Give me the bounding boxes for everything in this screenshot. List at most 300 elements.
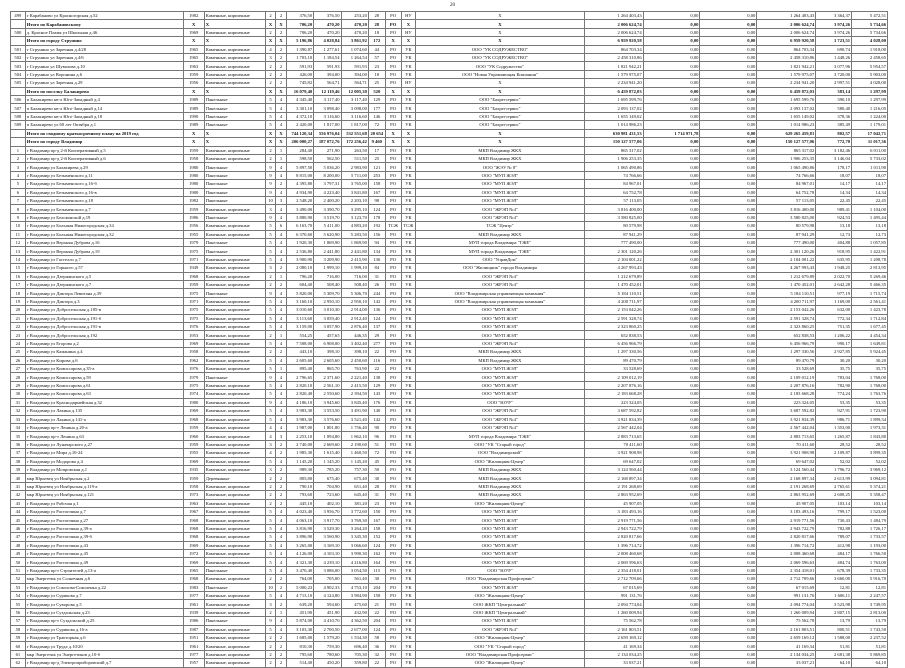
year-cell: 1975: [183, 247, 204, 255]
max-unit-cost-cell: 52,02: [852, 457, 888, 465]
owned-area-cell: 1 817,00: [341, 121, 368, 129]
owners-funds-cell: 67 015,69: [757, 583, 816, 591]
table-row-total: [11, 138, 888, 146]
wall-material-cell: Панельные: [204, 104, 265, 112]
table-row: [11, 491, 888, 499]
owned-area-cell: 1 074,60: [341, 45, 368, 53]
unit-cost-cell: 1 796,72: [816, 465, 852, 473]
row-number: 500: [11, 28, 26, 36]
owned-area-cell: 470,20: [341, 20, 368, 28]
wall-material-cell: Панельные: [204, 566, 265, 574]
fund-support-cell: 0,00: [643, 255, 700, 263]
owned-area-cell: 3 491,90: [341, 407, 368, 415]
living-area-cell: 780,60: [314, 650, 341, 658]
fund-method-cell: РО: [385, 457, 401, 465]
management-type-cell: Х: [401, 87, 416, 95]
table-row: [11, 238, 888, 246]
floors-cell: 10: [265, 583, 276, 591]
row-number: 503: [11, 62, 26, 70]
management-type-cell: НУ: [401, 12, 416, 20]
max-unit-cost-cell: 1 763,00: [852, 558, 888, 566]
owners-funds-cell: 89 470,79: [757, 356, 816, 364]
table-row: [11, 112, 888, 120]
budget-cell: 0,00: [700, 247, 757, 255]
residents-cell: 18: [368, 70, 385, 78]
fund-method-cell: РО: [385, 550, 401, 558]
fund-method-cell: РО: [385, 482, 401, 490]
entrances-cell: 2: [276, 642, 287, 650]
management-org-cell: ООО "ЖРЭП №4": [416, 281, 584, 289]
management-type-cell: УК: [401, 432, 416, 440]
budget-cell: 0,00: [700, 440, 757, 448]
entrances-cell: 1: [276, 608, 287, 616]
budget-cell: 0,00: [700, 465, 757, 473]
fund-method-cell: РО: [385, 121, 401, 129]
row-number: 12: [11, 238, 26, 246]
entrances-cell: 2: [276, 634, 287, 642]
owned-area-cell: 446,35: [341, 331, 368, 339]
fund-support-cell: 0,00: [643, 381, 700, 389]
address-cell: г Владимир пр-т Суздальский д.25: [25, 617, 183, 625]
unit-cost-cell: 3 077,96: [816, 62, 852, 70]
owners-funds-cell: 3 921 908,98: [757, 449, 816, 457]
row-number: 505: [11, 79, 26, 87]
total-area-cell: 2 080,10: [286, 264, 313, 272]
total-cost-cell: 6 959 920,58: [584, 37, 643, 45]
residents-cell: 136: [368, 255, 385, 263]
living-area-cell: 564,71: [314, 79, 341, 87]
living-area-cell: 705,00: [314, 575, 341, 583]
owners-funds-cell: 2 659 169,12: [757, 634, 816, 642]
residents-cell: 32: [368, 650, 385, 658]
max-unit-cost-cell: 1 423,78: [852, 306, 888, 314]
year-cell: 1956: [183, 222, 204, 230]
total-cost-cell: 2 104 001,22: [584, 255, 643, 263]
address-cell: г Владимир ул Мопровская д.1: [25, 465, 183, 473]
living-area-cell: 2 605,60: [314, 356, 341, 364]
management-type-cell: УК: [401, 314, 416, 322]
max-unit-cost-cell: 3 969,12: [852, 465, 888, 473]
budget-cell: 0,00: [700, 423, 757, 431]
fund-method-cell: РО: [385, 238, 401, 246]
total-area-cell: 3 265,00: [286, 541, 313, 549]
owned-area-cell: 3 295,10: [341, 205, 368, 213]
fund-support-cell: 0,00: [643, 491, 700, 499]
total-area-cell: 7 508,00: [286, 339, 313, 347]
owners-funds-cell: 1 396 714,72: [757, 541, 816, 549]
residents-cell: 167: [368, 188, 385, 196]
total-area-cell: 5 196,86: [286, 37, 313, 45]
owners-funds-cell: 57 113,05: [757, 196, 816, 204]
max-unit-cost-cell: 1 057,85: [852, 238, 888, 246]
total-cost-cell: 1 655 149,02: [584, 112, 643, 120]
total-area-cell: 2 420,00: [286, 121, 313, 129]
entrances-cell: 2: [276, 45, 287, 53]
management-type-cell: УК: [401, 390, 416, 398]
owned-area-cell: 2 441,80: [341, 247, 368, 255]
max-unit-cost-cell: 2 237,52: [852, 634, 888, 642]
fund-support-cell: 0,00: [643, 507, 700, 515]
budget-cell: 0,00: [700, 323, 757, 331]
max-unit-cost-cell: 1 677,45: [852, 323, 888, 331]
fund-method-cell: РО: [385, 575, 401, 583]
management-type-cell: УК: [401, 146, 416, 154]
table-row: [11, 54, 888, 62]
owned-area-cell: 3 841,80: [341, 188, 368, 196]
table-row: [11, 608, 888, 616]
year-cell: 1969: [183, 457, 204, 465]
management-type-cell: УК: [401, 415, 416, 423]
residents-cell: 520: [368, 87, 385, 95]
wall-material-cell: Каменные, кирпичные: [204, 348, 265, 356]
residents-cell: 124: [368, 541, 385, 549]
owned-area-cell: 3 845,40: [341, 398, 368, 406]
table-row: [11, 634, 888, 642]
wall-material-cell: Каменные, кирпичные: [204, 482, 265, 490]
floors-cell: 5: [265, 566, 276, 574]
unit-cost-cell: 18,07: [816, 171, 852, 179]
fund-support-cell: 0,00: [643, 87, 700, 95]
entrances-cell: 4: [276, 507, 287, 515]
year-cell: 1980: [183, 163, 204, 171]
total-cost-cell: 4 267 993,43: [584, 264, 643, 272]
row-number: 36: [11, 440, 26, 448]
owned-area-cell: 475,60: [341, 600, 368, 608]
year-cell: 1959: [183, 440, 204, 448]
entrances-cell: 4: [276, 541, 287, 549]
floors-cell: 2: [265, 491, 276, 499]
fund-method-cell: РО: [385, 608, 401, 616]
table-row: [11, 264, 888, 272]
budget-cell: 0,00: [700, 617, 757, 625]
living-area-cell: 3 576,60: [314, 415, 341, 423]
management-type-cell: УК: [401, 541, 416, 549]
management-type-cell: УК: [401, 339, 416, 347]
management-org-cell: ООО "Владимирская управляющая компания": [416, 289, 584, 297]
year-cell: 1935: [183, 465, 204, 473]
address-cell: г Владимир ул Диктора д.3: [25, 297, 183, 305]
residents-cell: 50: [368, 465, 385, 473]
owned-area-cell: 3 098,00: [341, 104, 368, 112]
management-type-cell: УК: [401, 625, 416, 633]
total-cost-cell: 2 093 137,02: [584, 104, 643, 112]
management-org-cell: ООО "Жилищник-Центр": [416, 659, 584, 667]
max-unit-cost-cell: 35,75: [852, 365, 888, 373]
management-org-cell: ООО "МУП ЖЭЛ": [416, 306, 584, 314]
total-cost-cell: 2 134 034,25: [584, 650, 643, 658]
management-type-cell: УК: [401, 180, 416, 188]
budget-cell: 0,00: [700, 415, 757, 423]
budget-cell: 0,00: [700, 289, 757, 297]
unit-cost-cell: 14,17: [816, 180, 852, 188]
year-cell: 1973: [183, 491, 204, 499]
management-org-cell: МКП Владимир ЖКХ: [416, 230, 584, 238]
owners-funds-cell: 2 567 442,04: [757, 423, 816, 431]
residents-cell: 140: [368, 407, 385, 415]
year-cell: 1959: [183, 423, 204, 431]
total-cost-cell: 41 169,34: [584, 642, 643, 650]
table-row: [11, 104, 888, 112]
fund-method-cell: РО: [385, 533, 401, 541]
owners-funds-cell: 777 490,00: [757, 238, 816, 246]
fund-method-cell: РО: [385, 373, 401, 381]
living-area-cell: 785,20: [314, 465, 341, 473]
management-type-cell: УК: [401, 558, 416, 566]
year-cell: 1969: [183, 339, 204, 347]
floors-cell: 2: [265, 281, 276, 289]
owners-funds-cell: 150 127 577,06: [757, 138, 816, 146]
year-cell: 1980: [183, 180, 204, 188]
max-unit-cost-cell: 5 734,66: [852, 20, 888, 28]
fund-support-cell: 0,00: [643, 289, 700, 297]
capital-repair-plan-table: [10, 11, 888, 668]
year-cell: 1980: [183, 398, 204, 406]
management-org-cell: ТСЖ "Центр": [416, 222, 584, 230]
fund-method-cell: РО: [385, 398, 401, 406]
fund-support-cell: 0,00: [643, 499, 700, 507]
year-cell: 1980: [183, 188, 204, 196]
entrances-cell: 2: [276, 449, 287, 457]
row-number: 57: [11, 617, 26, 625]
management-type-cell: УК: [401, 62, 416, 70]
entrances-cell: 4: [276, 516, 287, 524]
entrances-cell: 4: [276, 96, 287, 104]
floors-cell: 5: [265, 222, 276, 230]
total-cost-cell: 2 168 897,34: [584, 474, 643, 482]
residents-cell: 9 460: [368, 138, 385, 146]
residents-cell: 31: [368, 491, 385, 499]
residents-cell: 23: [368, 62, 385, 70]
owned-area-cell: 2 203,10: [341, 196, 368, 204]
address-cell: г Владимир ул Диктора Левитана д.39: [25, 289, 183, 297]
floors-cell: 5: [265, 390, 276, 398]
max-unit-cost-cell: 5 269,46: [852, 272, 888, 280]
fund-method-cell: РО: [385, 541, 401, 549]
floors-cell: 5: [265, 230, 276, 238]
address-cell: г Струнино ул Заречная д.29: [25, 79, 183, 87]
residents-cell: 142: [368, 297, 385, 305]
address-cell: г Владимир пр-т Ленина д.20-а: [25, 423, 183, 431]
residents-cell: 28: [368, 12, 385, 20]
address-cell: мкр Энергетик ул Энергетиков д.10-б: [25, 650, 183, 658]
wall-material-cell: Панельные: [204, 96, 265, 104]
entrances-cell: 4: [276, 625, 287, 633]
fund-support-cell: 0,00: [643, 474, 700, 482]
table-row: [11, 28, 888, 36]
budget-cell: 0,00: [700, 524, 757, 532]
fund-support-cell: 0,00: [643, 558, 700, 566]
management-org-cell: ООО "УК "Старый город": [416, 642, 584, 650]
living-area-cell: 3 797,31: [314, 180, 341, 188]
fund-method-cell: РО: [385, 20, 401, 28]
max-unit-cost-cell: 22,45: [852, 196, 888, 204]
entrances-cell: 2: [276, 575, 287, 583]
fund-support-cell: 0,00: [643, 112, 700, 120]
address-cell: г Владимир ул Балакирева д.29: [25, 163, 183, 171]
wall-material-cell: Панельные: [204, 196, 265, 204]
owners-funds-cell: 1 655 149,02: [757, 112, 816, 120]
entrances-cell: 4: [276, 398, 287, 406]
row-number: 52: [11, 575, 26, 583]
entrances-cell: 4: [276, 121, 287, 129]
total-cost-cell: 75 562,78: [584, 617, 643, 625]
floors-cell: 5: [265, 381, 276, 389]
total-cost-cell: 57 113,05: [584, 196, 643, 204]
management-type-cell: УК: [401, 608, 416, 616]
floors-cell: 2: [265, 575, 276, 583]
budget-cell: 0,00: [700, 541, 757, 549]
total-cost-cell: 2 191 268,69: [584, 482, 643, 490]
unit-cost-cell: 22,45: [816, 196, 852, 204]
floors-cell: 9: [265, 373, 276, 381]
budget-cell: 0,00: [700, 373, 757, 381]
total-cost-cell: 1 470 452,01: [584, 281, 643, 289]
fund-method-cell: РО: [385, 440, 401, 448]
unit-cost-cell: 385,49: [816, 121, 852, 129]
total-cost-cell: 2 008 460,68: [584, 550, 643, 558]
total-cost-cell: 3 921 908,98: [584, 449, 643, 457]
wall-material-cell: Х: [204, 37, 265, 45]
entrances-cell: Х: [276, 20, 287, 28]
entrances-cell: 2: [276, 650, 287, 658]
table-row: [11, 154, 888, 162]
total-area-cell: 284,40: [286, 146, 313, 154]
living-area-cell: 1 615,40: [314, 449, 341, 457]
row-number: 53: [11, 583, 26, 591]
max-unit-cost-cell: 5 358,47: [852, 491, 888, 499]
budget-cell: 0,00: [700, 339, 757, 347]
owners-funds-cell: 2 301 120,26: [757, 247, 816, 255]
fund-support-cell: 0,00: [643, 356, 700, 364]
living-area-cell: 723,60: [314, 491, 341, 499]
address-cell: г Владимир ул Растопчина д.49: [25, 558, 183, 566]
total-area-cell: 1 145,20: [286, 457, 313, 465]
fund-support-cell: 0,00: [643, 575, 700, 583]
year-cell: 1963: [183, 499, 204, 507]
fund-support-cell: 0,00: [643, 196, 700, 204]
budget-cell: 0,00: [700, 154, 757, 162]
total-cost-cell: 84 967,01: [584, 180, 643, 188]
address-cell: г Владимир ул Суздальская д.23: [25, 608, 183, 616]
entrances-cell: 3: [276, 432, 287, 440]
fund-support-cell: 0,00: [643, 625, 700, 633]
living-area-cell: 5 036,20: [314, 163, 341, 171]
fund-support-cell: 0,00: [643, 415, 700, 423]
entrances-cell: 4: [276, 381, 287, 389]
management-org-cell: ООО "Владимирская Профсервис": [416, 575, 584, 583]
max-unit-cost-cell: 1 297,99: [852, 96, 888, 104]
fund-method-cell: РО: [385, 491, 401, 499]
fund-method-cell: РО: [385, 600, 401, 608]
max-unit-cost-cell: 30,20: [852, 356, 888, 364]
floors-cell: 9: [265, 617, 276, 625]
row-number: 26: [11, 356, 26, 364]
row-number: [11, 20, 26, 28]
management-org-cell: ООО "Балрегсервис": [416, 112, 584, 120]
residents-cell: 72: [368, 121, 385, 129]
owned-area-cell: 3 765,00: [341, 180, 368, 188]
fund-support-cell: 0,00: [643, 465, 700, 473]
year-cell: 1967: [183, 507, 204, 515]
owned-area-cell: 2 912,40: [341, 314, 368, 322]
year-cell: 1959: [183, 205, 204, 213]
entrances-cell: 2: [276, 180, 287, 188]
total-cost-cell: 223 324,05: [584, 398, 643, 406]
max-unit-cost-cell: 5 903,00: [852, 70, 888, 78]
owners-funds-cell: 87 941,29: [757, 230, 816, 238]
year-cell: 1971: [183, 297, 204, 305]
unit-cost-cell: 12,73: [816, 230, 852, 238]
row-number: 2: [11, 154, 26, 162]
management-type-cell: УК: [401, 524, 416, 532]
owners-funds-cell: 2 820 817,66: [757, 533, 816, 541]
total-cost-cell: 1 264 403,43: [584, 12, 643, 20]
total-area-cell: 5 000,23: [286, 583, 313, 591]
total-area-cell: 4 395,80: [286, 180, 313, 188]
wall-material-cell: Х: [204, 129, 265, 137]
management-org-cell: ООО "МУП ЖЭЛ": [416, 365, 584, 373]
entrances-cell: 4: [276, 356, 287, 364]
fund-method-cell: РО: [385, 348, 401, 356]
budget-cell: 0,00: [700, 558, 757, 566]
row-number: 504: [11, 70, 26, 78]
management-org-cell: ООО "Владимирская управляющая компания": [416, 297, 584, 305]
residents-cell: 51: [368, 440, 385, 448]
total-cost-cell: 2 301 120,26: [584, 247, 643, 255]
total-cost-cell: 864 703,34: [584, 45, 643, 53]
budget-cell: 0,00: [700, 28, 757, 36]
owned-area-cell: 2 677,00: [341, 625, 368, 633]
living-area-cell: 3 553,50: [314, 407, 341, 415]
total-area-cell: 1 985,30: [286, 449, 313, 457]
fund-support-cell: 0,00: [643, 28, 700, 36]
year-cell: Х: [183, 20, 204, 28]
entrances-cell: 4: [276, 558, 287, 566]
residents-cell: 30: [368, 474, 385, 482]
total-area-cell: 3 900,90: [286, 255, 313, 263]
wall-material-cell: Каменные, кирпичные: [204, 297, 265, 305]
year-cell: 1976: [183, 323, 204, 331]
table-row: [11, 449, 888, 457]
max-unit-cost-cell: 1 768,00: [852, 373, 888, 381]
year-cell: 1975: [183, 289, 204, 297]
owners-funds-cell: 2 168 897,34: [757, 474, 816, 482]
owned-area-cell: 12 005,30: [341, 87, 368, 95]
table-row: [11, 507, 888, 515]
management-org-cell: ООО "МУП ЖЭЛ": [416, 323, 584, 331]
table-row: [11, 79, 888, 87]
living-area-cell: 4 902,33: [314, 583, 341, 591]
total-cost-cell: 33 037,21: [584, 659, 643, 667]
row-number: 24: [11, 339, 26, 347]
max-unit-cost-cell: 5 374,21: [852, 482, 888, 490]
total-cost-cell: 2 006 624,74: [584, 20, 643, 28]
address-cell: г Струнино ул Шувалова д.10: [25, 62, 183, 70]
residents-cell: 137: [368, 323, 385, 331]
unit-cost-cell: 1 353,00: [816, 423, 852, 431]
budget-cell: 0,00: [700, 390, 757, 398]
entrances-cell: 4: [276, 205, 287, 213]
fund-method-cell: РО: [385, 79, 401, 87]
address-cell: г Владимир ул Луначарского д.27: [25, 440, 183, 448]
total-cost-cell: 2 323 860,25: [584, 323, 643, 331]
unit-cost-cell: 35,75: [816, 365, 852, 373]
fund-method-cell: РО: [385, 659, 401, 667]
wall-material-cell: Каменные, кирпичные: [204, 331, 265, 339]
owned-area-cell: 3 345,30: [341, 533, 368, 541]
budget-cell: 0,00: [700, 566, 757, 574]
address-cell: г Владимир ул Лакина д.135: [25, 407, 183, 415]
